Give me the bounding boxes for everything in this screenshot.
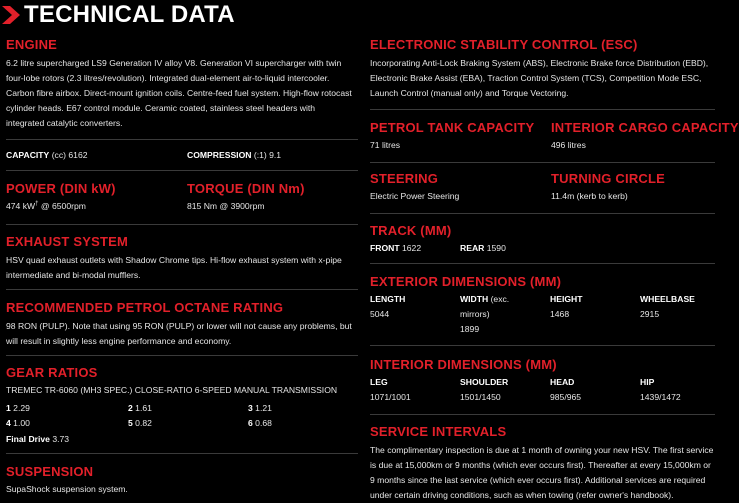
gear-ratio-value: 1.61	[135, 403, 152, 413]
exterior-length	[370, 294, 405, 319]
track-front	[370, 243, 421, 253]
octane-text: 98 RON (PULP). Note that using 95 RON (PULP) or lower will not cause any problems, but will result in slightly less engine performance and economy.	[6, 321, 352, 346]
divider	[6, 355, 358, 356]
page-header	[0, 0, 235, 30]
turning-value: 11.4m (kerb to kerb)	[551, 191, 628, 201]
exterior-height	[550, 294, 582, 319]
engine-section	[6, 37, 358, 131]
torque-section	[187, 181, 305, 211]
divider	[6, 289, 358, 290]
final-drive-value: 3.73	[52, 434, 70, 444]
suspension-text: SupaShock suspension system.	[6, 484, 128, 494]
steering-heading: STEERING	[370, 171, 439, 186]
cargo-heading: INTERIOR CARGO CAPACITY	[551, 120, 739, 135]
track-rear	[460, 243, 506, 253]
exterior-wheelbase	[640, 294, 695, 319]
gear-ratio-4	[6, 418, 30, 428]
gear-ratio-value: 1.00	[13, 418, 30, 428]
gear-number: 5	[128, 418, 133, 428]
torque-value: 815 Nm @ 3900rpm	[187, 201, 265, 211]
exterior-width	[460, 294, 509, 334]
track-heading: TRACK (MM)	[370, 223, 452, 238]
power-value-line	[6, 201, 116, 211]
hip-label: HIP	[640, 377, 655, 387]
service-heading: SERVICE INTERVALS	[370, 424, 507, 439]
compression-label: COMPRESSION	[187, 150, 252, 160]
power-value: 474 kW	[6, 201, 36, 211]
interior-hip	[640, 377, 681, 402]
head-label: HEAD	[550, 377, 575, 387]
divider	[370, 109, 715, 110]
divider	[6, 224, 358, 225]
height-value: 1468	[550, 309, 570, 319]
track-front-value: 1622	[402, 243, 422, 253]
gear-ratio-value: 0.82	[135, 418, 152, 428]
power-rpm: @ 6500rpm	[40, 201, 86, 211]
capacity-spec	[6, 150, 88, 160]
interior-heading: INTERIOR DIMENSIONS (MM)	[370, 357, 557, 372]
capacity-unit: (cc)	[51, 150, 67, 160]
gear-ratio-5	[128, 418, 152, 428]
track-rear-label: REAR	[460, 243, 485, 253]
leg-value: 1071/1001	[370, 392, 411, 402]
width-note-2: mirrors)	[460, 309, 490, 319]
interior-section	[370, 357, 715, 372]
exhaust-text: HSV quad exhaust outlets with Shadow Chrome tips. Hi-flow exhaust system with x-pipe intermediate and bi-modal mufflers.	[6, 255, 342, 280]
interior-leg	[370, 377, 411, 402]
esc-heading: ELECTRONIC STABILITY CONTROL (ESC)	[370, 37, 638, 52]
compression-unit: (:1)	[253, 150, 267, 160]
tank-value: 71 litres	[370, 140, 401, 150]
interior-shoulder	[460, 377, 508, 402]
divider	[6, 453, 358, 454]
gear-number: 6	[248, 418, 253, 428]
track-rear-value: 1590	[486, 243, 506, 253]
gear-ratio-3	[248, 403, 272, 413]
height-label: HEIGHT	[550, 294, 583, 304]
interior-head	[550, 377, 581, 402]
gear-ratio-value: 0.68	[255, 418, 272, 428]
width-note-1: (exc.	[490, 294, 510, 304]
hip-value: 1439/1472	[640, 392, 681, 402]
divider	[370, 162, 715, 163]
tank-section	[370, 120, 534, 150]
gear-ratio-2	[128, 403, 152, 413]
suspension-heading: SUSPENSION	[6, 464, 94, 479]
transmission-text: TREMEC TR-6060 (MH3 SPEC.) CLOSE-RATIO 6-SPEED MANUAL TRANSMISSION	[6, 385, 338, 395]
divider	[6, 170, 358, 171]
gear-number: 3	[248, 403, 253, 413]
power-footnote-mark: †	[35, 201, 39, 208]
tank-heading: PETROL TANK CAPACITY	[370, 120, 535, 135]
engine-heading: ENGINE	[6, 37, 58, 52]
length-value: 5044	[370, 309, 390, 319]
cargo-section	[551, 120, 739, 150]
steering-value: Electric Power Steering	[370, 191, 460, 201]
page-title: TECHNICAL DATA	[24, 1, 235, 28]
divider	[370, 414, 715, 415]
capacity-label: CAPACITY	[6, 150, 50, 160]
engine-text: 6.2 litre supercharged LS9 Generation IV alloy V8. Generation VI supercharger with twin four-lobe rotors (2.3 litres/revolution). Integrated dual-element air-to-liquid intercooler. Carbon fibre airbox. Direct-mount ignition coils. Centre-feed fuel system. High-flow rotocast cylinder heads. E67 control module. Ceramic coated, stainless steel headers with integrated catalytic converters.	[6, 58, 352, 128]
power-heading: POWER (DIN kW)	[6, 181, 116, 196]
esc-section	[370, 37, 715, 101]
exhaust-heading: EXHAUST SYSTEM	[6, 234, 128, 249]
wheelbase-label: WHEELBASE	[640, 294, 695, 304]
red-chevron-arrow-icon	[0, 4, 22, 26]
length-label: LENGTH	[370, 294, 406, 304]
gear-ratios-heading: GEAR RATIOS	[6, 365, 98, 380]
shoulder-value: 1501/1450	[460, 392, 501, 402]
exterior-heading: EXTERIOR DIMENSIONS (MM)	[370, 274, 562, 289]
compression-value: 9.1	[269, 150, 282, 160]
leg-label: LEG	[370, 377, 388, 387]
compression-spec	[187, 150, 281, 160]
torque-heading: TORQUE (DIN Nm)	[187, 181, 305, 196]
capacity-value: 6162	[68, 150, 88, 160]
gear-ratio-6	[248, 418, 272, 428]
track-section	[370, 223, 715, 238]
exterior-section	[370, 274, 715, 289]
gear-ratios-section	[6, 365, 358, 395]
divider	[370, 263, 715, 264]
gear-number: 2	[128, 403, 133, 413]
service-text: The complimentary inspection is due at 1 month of owning your new HSV. The first service is due at 15,000km or 9 months (which ever occurs first). Thereafter at every 15,000km or 9 months since the last service (which ever occurs first). Additional services are required under certain driving conditions, such as when towing (refer owner's handbook).	[370, 445, 714, 500]
esc-text: Incorporating Anti-Lock Braking System (ABS), Electronic Brake force Distribution (EBD), Electronic Brake Assist (EBA), Traction Control System (TCS), Competition Mode ESC, Launch Control (manual only) and Torque Vectoring.	[370, 58, 709, 98]
service-section	[370, 424, 715, 503]
width-value: 1899	[460, 324, 480, 334]
divider	[370, 345, 715, 346]
wheelbase-value: 2915	[640, 309, 660, 319]
gear-ratio-value: 2.29	[13, 403, 30, 413]
cargo-value: 496 litres	[551, 140, 586, 150]
width-label: WIDTH	[460, 294, 489, 304]
power-section	[6, 181, 116, 211]
gear-ratio-1	[6, 403, 30, 413]
gear-number: 1	[6, 403, 11, 413]
steering-section	[370, 171, 459, 201]
turning-section	[551, 171, 665, 201]
track-front-label: FRONT	[370, 243, 400, 253]
turning-heading: TURNING CIRCLE	[551, 171, 666, 186]
final-drive-label: Final Drive	[6, 434, 50, 444]
suspension-section	[6, 464, 358, 494]
octane-section	[6, 300, 358, 349]
head-value: 985/965	[550, 392, 582, 402]
divider	[6, 139, 358, 140]
shoulder-label: SHOULDER	[460, 377, 509, 387]
divider	[370, 213, 715, 214]
octane-heading: RECOMMENDED PETROL OCTANE RATING	[6, 300, 284, 315]
exhaust-section	[6, 234, 358, 283]
gear-ratio-value: 1.21	[255, 403, 272, 413]
final-drive	[6, 434, 69, 444]
gear-number: 4	[6, 418, 11, 428]
